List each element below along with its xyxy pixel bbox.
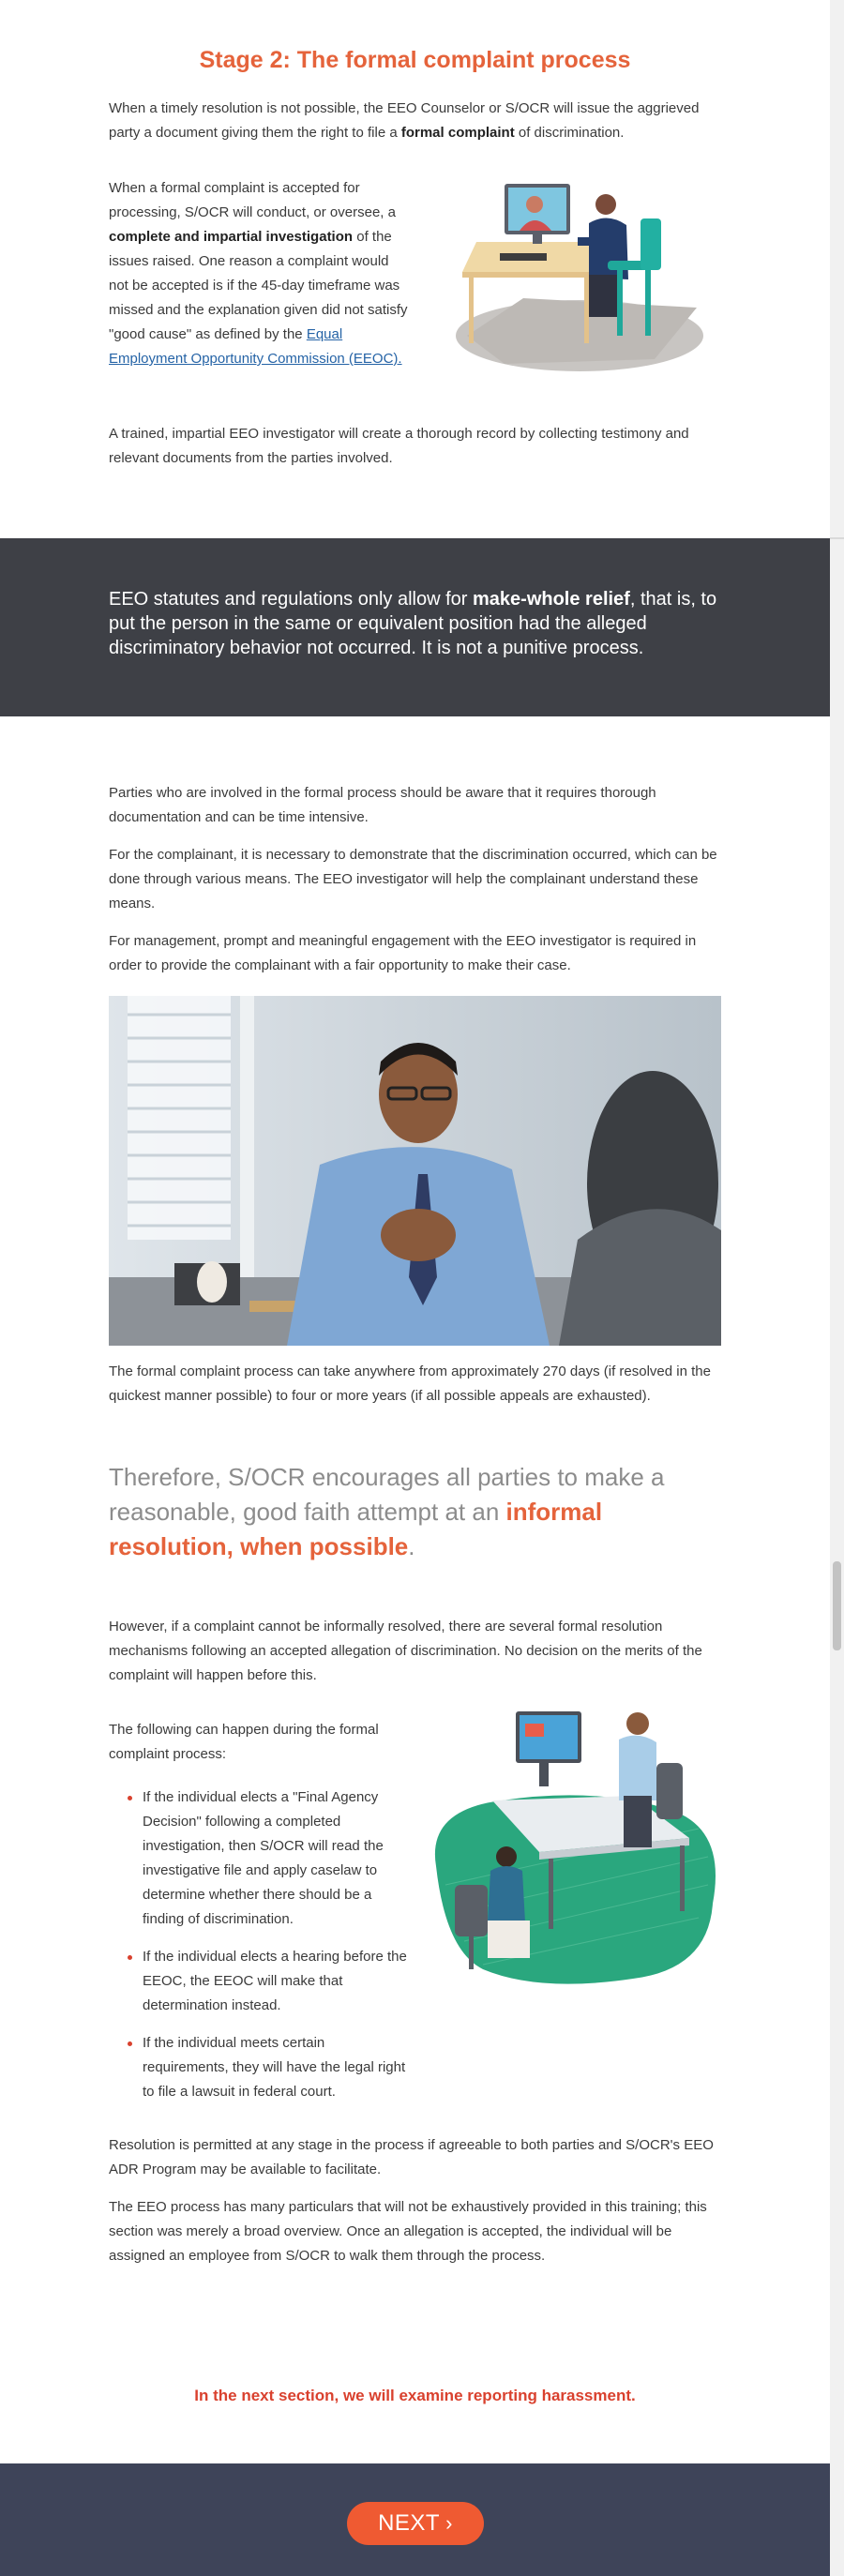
- accepted-paragraph: [109, 176, 409, 371]
- intro-text: When a timely resolution is not possible, the EEO Counselor or S/OCR will issue the aggrieved party a document giving them the right to file a: [109, 100, 700, 141]
- scrollbar-track-mark: [830, 537, 844, 539]
- formal-process-list-section: [109, 1718, 409, 2117]
- eeoc-link[interactable]: Equal Employment Opportunity Commission (EEOC).: [109, 326, 402, 367]
- informal-resolution-quote: [109, 1460, 728, 1564]
- next-button[interactable]: [347, 2502, 484, 2545]
- office-meeting-photo: [109, 996, 721, 1346]
- closing-section: [109, 2133, 720, 2268]
- accepted-bold: complete and impartial investigation: [109, 229, 354, 245]
- investigator-paragraph: [109, 422, 720, 471]
- callout-text: EEO statutes and regulations only allow for: [109, 589, 473, 610]
- parties-section: [109, 781, 720, 978]
- formal-mechanisms-text: However, if a complaint cannot be informally resolved, there are several formal resolution mechanisms following an accepted allegation of discrimination. No decision on the merits of the complaint will happen before this.: [109, 1619, 702, 1683]
- closing-paragraph-2: The EEO process has many particulars that will not be exhaustively provided in this training; this section was merely a broad overview. Once an allegation is accepted, the individual will be assigned an employee from S/OCR to walk them through the process.: [109, 2199, 707, 2264]
- list-item: If the individual meets certain requirements, they will have the legal right to file a lawsuit in federal court.: [143, 2031, 409, 2104]
- meeting-table-illustration: [427, 1697, 721, 1994]
- callout-bold: make-whole relief: [473, 589, 630, 610]
- quote-text: Therefore, S/OCR encourages all parties to make a reasonable, good faith attempt at an: [109, 1463, 665, 1526]
- accepted-text-end: of the issues raised. One reason a complaint would not be accepted is if the 45-day timeframe was missed and the explanation given did not satisfy "good cause" as defined by the: [109, 229, 408, 342]
- list-intro: The following can happen during the formal complaint process:: [109, 1722, 379, 1762]
- quote-emphasis: informal resolution, when possible: [109, 1498, 603, 1560]
- computer-user-illustration: [448, 167, 703, 378]
- formal-mechanisms-paragraph: [109, 1615, 720, 1688]
- footer-nav: [0, 2463, 830, 2576]
- chevron-right-icon: ›: [445, 2511, 453, 2535]
- page-title: Stage 2: The formal complaint process: [199, 47, 631, 73]
- outcomes-list: [109, 1785, 409, 2104]
- parties-paragraph-3: For management, prompt and meaningful engagement with the EEO investigator is required in order to provide the complainant with a fair opportunity to make their case.: [109, 933, 697, 973]
- callout-text-end: , that is, to put the person in the same or equivalent position had the alleged discriminatory behavior not occurred. It is not a punitive process.: [109, 589, 717, 658]
- duration-text: The formal complaint process can take anywhere from approximately 270 days (if resolved in the quickest manner possible) to four or more years (if all possible appeals are exhausted).: [109, 1363, 711, 1404]
- page-scrollbar[interactable]: [830, 0, 844, 2576]
- intro-bold: formal complaint: [400, 125, 515, 141]
- parties-paragraph-2: For the complainant, it is necessary to demonstrate that the discrimination occurred, which can be done through various means. The EEO investigator will help the complainant understand these means.: [109, 847, 717, 911]
- investigator-text: A trained, impartial EEO investigator will create a thorough record by collecting testimony and relevant documents from the parties involved.: [109, 426, 689, 466]
- intro-paragraph: [109, 97, 720, 145]
- parties-paragraph-1: Parties who are involved in the formal process should be aware that it requires thorough documentation and can be time intensive.: [109, 785, 656, 825]
- intro-text-end: of discrimination.: [514, 125, 625, 141]
- duration-paragraph: [109, 1360, 720, 1409]
- next-label: NEXT: [378, 2510, 441, 2536]
- list-item: If the individual elects a hearing before the EEOC, the EEOC will make that determination instead.: [143, 1945, 409, 2018]
- closing-paragraph-1: Resolution is permitted at any stage in the process if agreeable to both parties and S/OCR's EEO ADR Program may be available to facilitate.: [109, 2137, 714, 2177]
- quote-end: .: [408, 1532, 415, 1560]
- next-section-note: In the next section, we will examine reporting harassment.: [194, 2387, 636, 2404]
- accepted-text: When a formal complaint is accepted for processing, S/OCR will conduct, or oversee, a: [109, 180, 396, 220]
- scrollbar-thumb[interactable]: [833, 1561, 841, 1650]
- make-whole-callout: [0, 538, 830, 716]
- list-item: If the individual elects a "Final Agency Decision" following a completed investigation, then S/OCR will read the investigative file and apply caselaw to determine whether there should be a finding of discrimination.: [143, 1785, 409, 1932]
